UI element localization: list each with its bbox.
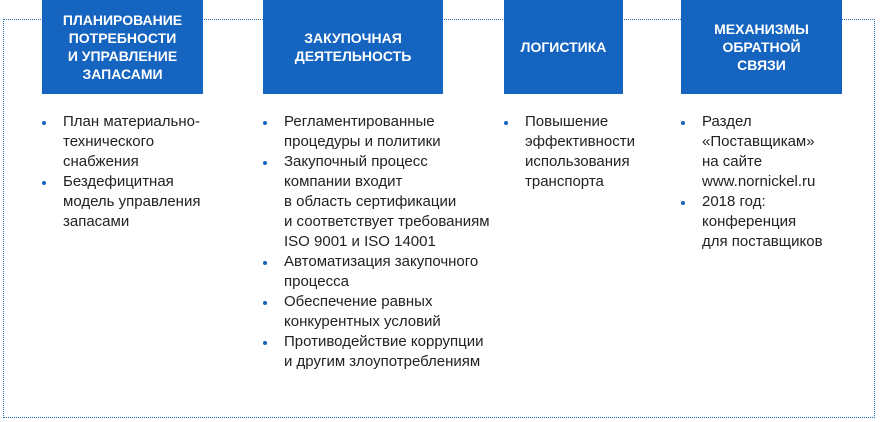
column-header-procurement: ЗАКУПОЧНАЯ ДЕЯТЕЛЬНОСТЬ <box>263 0 443 94</box>
column-list-procurement <box>263 112 513 372</box>
list-item <box>504 112 654 192</box>
column-header-feedback: МЕХАНИЗМЫ ОБРАТНОЙ СВЯЗИ <box>681 0 842 94</box>
bullet-icon <box>42 181 46 185</box>
column-header-planning: ПЛАНИРОВАНИЕ ПОТРЕБНОСТИ И УПРАВЛЕНИЕ ЗАПАСАМИ <box>42 0 203 94</box>
bullet-icon <box>263 341 267 345</box>
list-item <box>263 292 513 332</box>
column-planning <box>42 0 203 230</box>
bullet-icon <box>504 121 508 125</box>
bullet-icon <box>263 161 267 165</box>
list-item-text: 2018 год: конференция для поставщиков <box>702 193 823 250</box>
list-item-text: План материально- технического снабжения <box>63 113 200 170</box>
column-list-planning <box>42 112 242 232</box>
list-item <box>42 172 242 232</box>
list-item <box>263 112 513 152</box>
list-item <box>263 252 513 292</box>
column-feedback <box>681 0 842 250</box>
list-item <box>263 332 513 372</box>
list-item-text: Повышение эффективности использования транспорта <box>525 113 636 190</box>
column-list-logistics <box>504 112 654 192</box>
list-item-text: Бездефицитная модель управления запасами <box>63 173 201 230</box>
bullet-icon <box>263 121 267 125</box>
list-item-text: Автоматизация закупочного процесса <box>284 253 479 290</box>
list-item-text: Регламентированные процедуры и политики <box>284 113 441 150</box>
list-item <box>681 192 861 252</box>
bullet-icon <box>263 301 267 305</box>
bullet-icon <box>681 201 685 205</box>
column-list-feedback <box>681 112 861 252</box>
bullet-icon <box>681 121 685 125</box>
list-item-text: Обеспечение равных конкурентных условий <box>284 293 441 330</box>
bullet-icon <box>263 261 267 265</box>
bullet-icon <box>42 121 46 125</box>
list-item-text: Противодействие коррупции и другим злоупотреблениям <box>284 333 484 370</box>
list-item-text: Закупочный процесс компании входит в область сертификации и соответствует требованиям ISO 9001 и ISO 14001 <box>284 153 490 250</box>
column-logistics <box>504 0 636 190</box>
list-item <box>263 152 513 252</box>
column-procurement <box>263 0 490 370</box>
list-item <box>42 112 242 172</box>
list-item-text: Раздел «Поставщикам» на сайте www.nornickel.ru <box>702 113 816 190</box>
list-item <box>681 112 861 192</box>
column-header-logistics: ЛОГИСТИКА <box>504 0 623 94</box>
